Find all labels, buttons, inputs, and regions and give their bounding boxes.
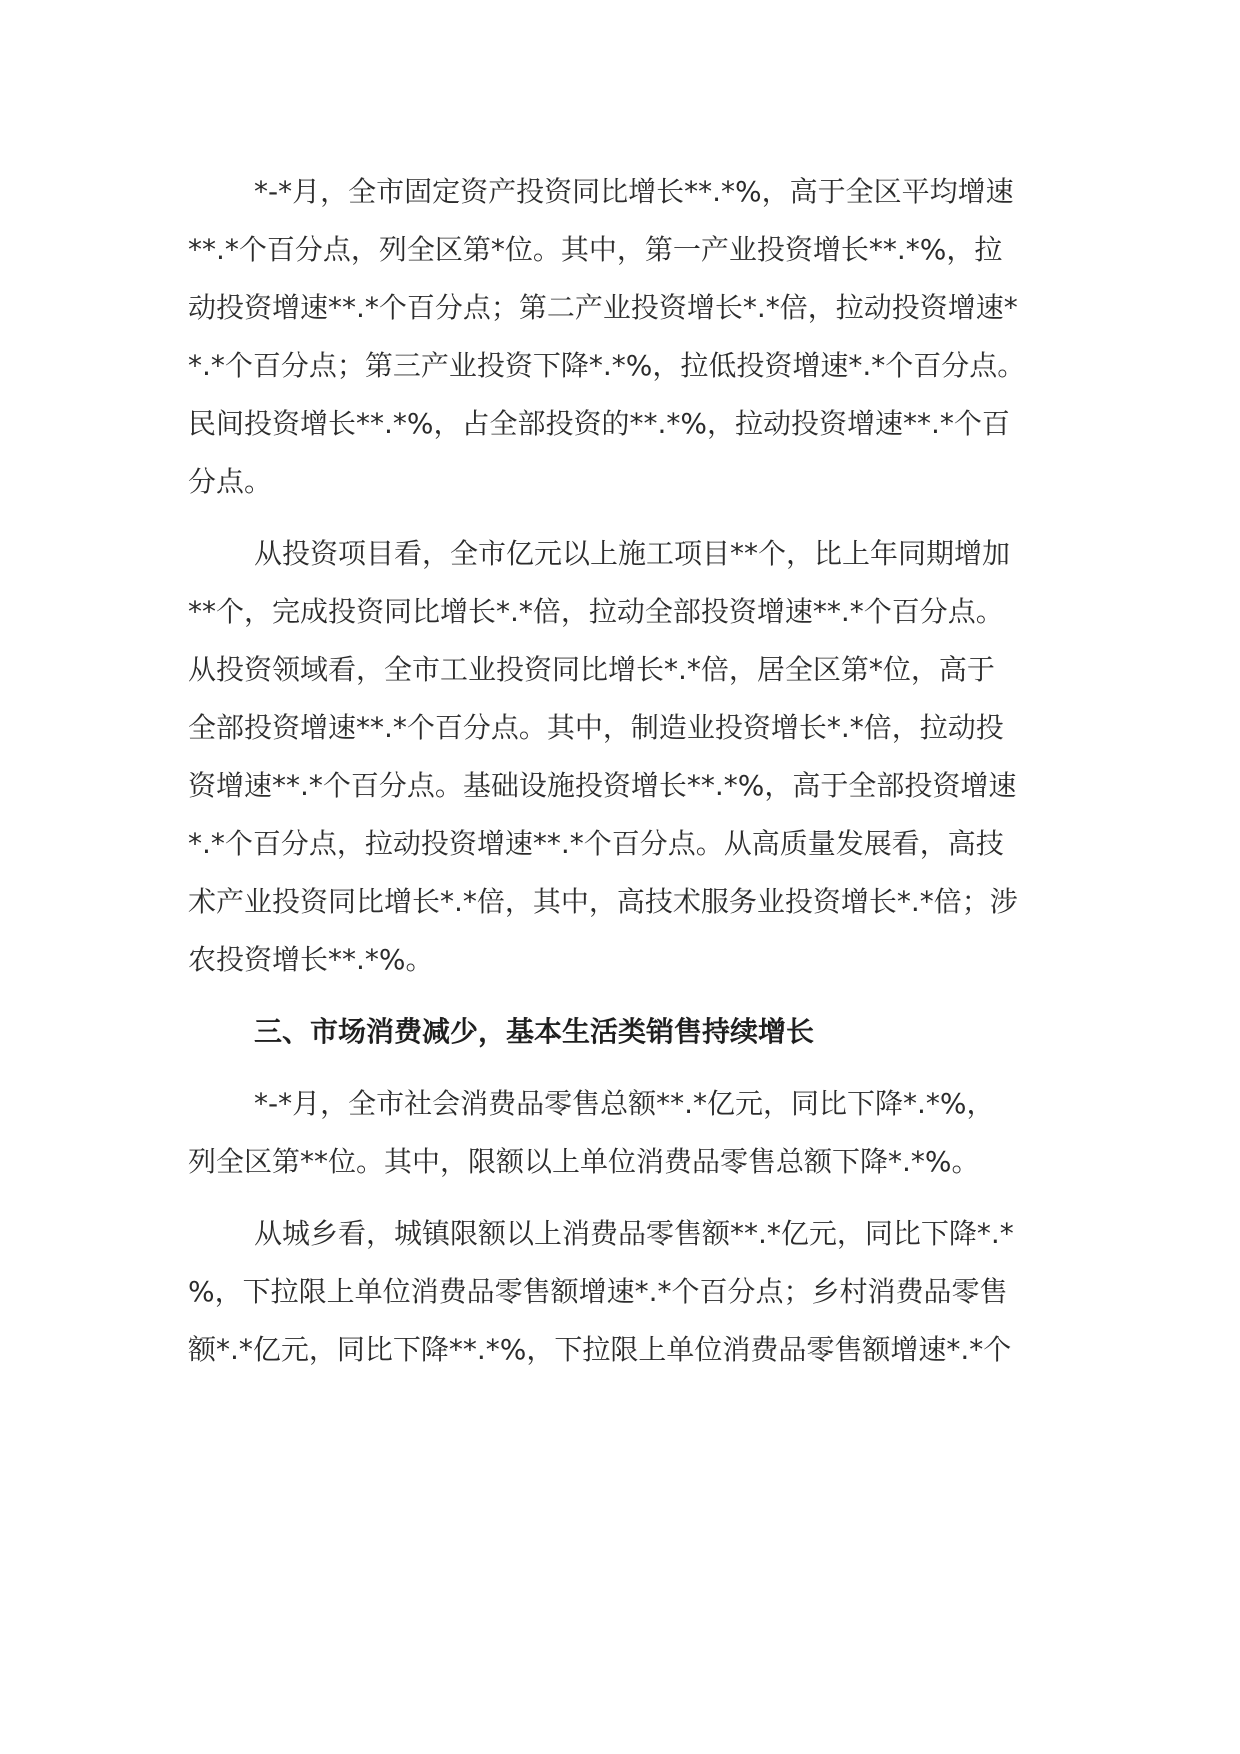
text-line: 动投资增速**.*个百分点；第二产业投资增长*.*倍，拉动投资增速*	[188, 291, 1018, 324]
text-line: 从投资领域看，全市工业投资同比增长*.*倍，居全区第*位，高于	[188, 653, 995, 686]
text-line: 额*.*亿元，同比下降**.*%，下拉限上单位消费品零售额增速*.*个	[188, 1333, 1012, 1366]
text-line: 民间投资增长**.*%，占全部投资的**.*%，拉动投资增速**.*个百	[188, 407, 1010, 440]
text-line: **个，完成投资同比增长*.*倍，拉动全部投资增速**.*个百分点。	[188, 595, 1004, 628]
text-line: 列全区第**位。其中，限额以上单位消费品零售总额下降*.*%。	[188, 1145, 980, 1178]
text-line: *-*月，全市社会消费品零售总额**.*亿元，同比下降*.*%，	[254, 1087, 995, 1120]
text-line: 全部投资增速**.*个百分点。其中，制造业投资增长*.*倍，拉动投	[188, 711, 1004, 744]
text-line: 分点。	[188, 465, 273, 498]
text-line: %，下拉限上单位消费品零售额增速*.*个百分点；乡村消费品零售	[188, 1275, 1008, 1308]
text-line: *.*个百分点；第三产业投资下降*.*%，拉低投资增速*.*个百分点。	[188, 349, 1026, 382]
text-line: 术产业投资同比增长*.*倍，其中，高技术服务业投资增长*.*倍；涉	[188, 885, 1018, 918]
text-line: *.*个百分点，拉动投资增速**.*个百分点。从高质量发展看，高技	[188, 827, 1004, 860]
text-line: **.*个百分点，列全区第*位。其中，第一产业投资增长**.*%，拉	[188, 233, 1003, 266]
text-line: 从投资项目看，全市亿元以上施工项目**个，比上年同期增加	[254, 537, 1011, 570]
text-line: 资增速**.*个百分点。基础设施投资增长**.*%，高于全部投资增速	[188, 769, 1017, 802]
text-line: 农投资增长**.*%。	[188, 943, 434, 976]
text-line: 从城乡看，城镇限额以上消费品零售额**.*亿元，同比下降*.*	[254, 1217, 1014, 1250]
text-line: *-*月，全市固定资产投资同比增长**.*%，高于全区平均增速	[254, 175, 1014, 208]
section-heading: 三、市场消费减少，基本生活类销售持续增长	[254, 1015, 815, 1048]
